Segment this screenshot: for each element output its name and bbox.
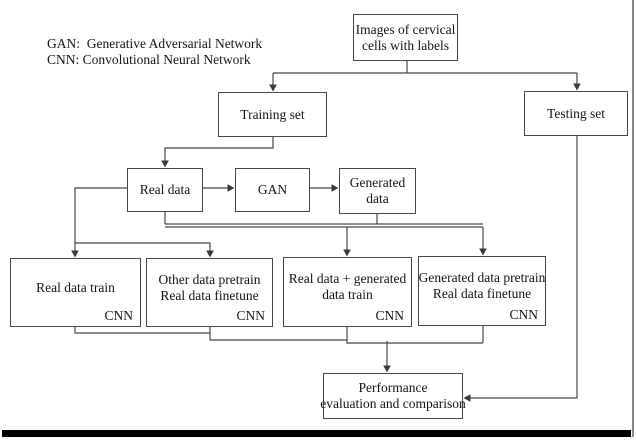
node-label-line: Performance xyxy=(358,380,428,395)
node-cnn-real-plus-generated-train xyxy=(283,257,412,327)
arrowhead-testing xyxy=(573,84,581,91)
connector-cnn2-merge xyxy=(210,327,347,340)
legend-gan-definition: GAN: Generative Adversarial Network xyxy=(47,36,263,51)
legend-cnn-definition: CNN: Convolutional Neural Network xyxy=(47,52,251,67)
node-label-line: data train xyxy=(322,287,373,302)
arrowhead-gan xyxy=(228,184,235,192)
node-cnn-real-data-train xyxy=(10,258,141,327)
arrowhead-cnn4 xyxy=(479,249,487,256)
connector-cnn3-merge xyxy=(347,327,483,343)
figure-right-edge-line xyxy=(632,0,634,437)
arrowhead-cnn1 xyxy=(71,251,79,258)
cnn-tag: CNN xyxy=(104,308,133,323)
arrowhead-cnn2 xyxy=(206,251,214,258)
arrowhead-performance-top xyxy=(383,366,391,373)
arrowhead-realdata xyxy=(161,161,169,168)
node-label-line: Real data train xyxy=(36,279,115,295)
node-label-line: Generated data pretrain xyxy=(418,270,546,285)
node-label: Real data xyxy=(139,182,191,197)
node-label: GAN xyxy=(257,182,288,197)
cnn-tag: CNN xyxy=(236,308,265,323)
connector-realdata-left-branch xyxy=(75,188,127,251)
arrowhead-generated xyxy=(332,184,339,192)
arrowhead-training xyxy=(269,85,277,92)
node-label-line: Real data + generated xyxy=(288,271,407,286)
connector-branch-to-cnn2 xyxy=(75,243,210,251)
node-label-line: evaluation and comparison xyxy=(320,396,466,411)
node-testing-set xyxy=(524,91,628,136)
node-label-line: Real data finetune xyxy=(432,286,532,301)
connector-cnn1-merge xyxy=(75,327,210,333)
node-label-line: Generated xyxy=(349,175,406,190)
node-training-set xyxy=(218,92,327,137)
node-gan xyxy=(235,168,310,212)
node-label-line: Other data pretrain xyxy=(158,271,261,287)
node-cnn-generated-pretrain-finetune xyxy=(418,256,546,326)
node-performance-evaluation xyxy=(320,373,466,419)
node-cnn-other-pretrain-finetune xyxy=(146,258,273,327)
node-source-images xyxy=(353,14,458,61)
figure-bottom-rule xyxy=(2,430,631,437)
arrowhead-cnn3 xyxy=(343,250,351,257)
legend xyxy=(47,36,262,68)
node-label-line: data xyxy=(366,191,389,206)
node-label: Testing set xyxy=(547,105,605,121)
node-generated-data xyxy=(339,168,416,214)
node-label: Training set xyxy=(240,106,305,122)
node-label-line: Images of cervical xyxy=(355,21,456,37)
node-label-line: Real data finetune xyxy=(160,287,259,303)
node-label-line: cells with labels xyxy=(362,37,449,53)
cnn-tag: CNN xyxy=(375,308,404,323)
cnn-tag: CNN xyxy=(509,307,538,322)
node-real-data xyxy=(127,168,203,212)
connector-training-to-realdata xyxy=(165,137,273,161)
